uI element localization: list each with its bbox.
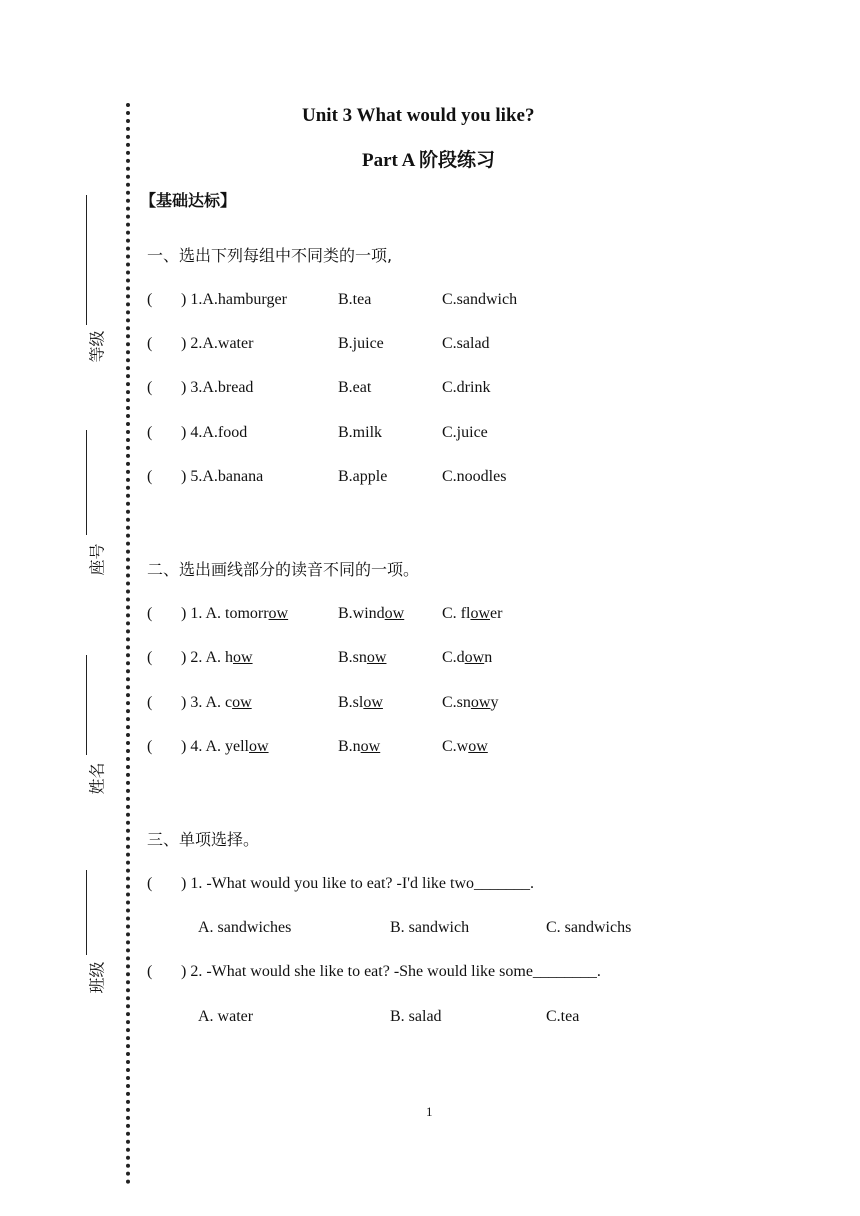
answer-paren[interactable]: ( [147, 379, 153, 396]
option-c: C.tea [546, 1008, 580, 1025]
option-a: ) 5.A.banana [181, 468, 264, 485]
option-a: ) 1. A. tomorrow [181, 605, 289, 622]
underlined-letters: ow [470, 605, 491, 622]
answer-paren[interactable]: ( [147, 875, 153, 892]
answer-paren[interactable]: ( [147, 605, 153, 622]
page-title: Unit 3 What would you like? [302, 105, 535, 126]
underlined-letters: ow [233, 649, 253, 666]
margin-field-class [72, 870, 107, 1020]
option-b: B. salad [390, 1008, 442, 1025]
option-a: ) 2. A. how [181, 649, 253, 666]
margin-underline [86, 195, 87, 325]
q1-heading: 一、选出下列每组中不同类的一项, [147, 246, 393, 265]
underlined-letters: ow [363, 694, 383, 711]
option-c: C.noodles [442, 468, 507, 485]
option-a: ) 4. A. yellow [181, 738, 269, 755]
margin-field-name [72, 655, 107, 805]
option-c: C. flower [442, 605, 503, 622]
margin-label-class: 班级 [87, 961, 107, 994]
option-a: ) 3.A.bread [181, 379, 254, 396]
option-c: C.salad [442, 335, 490, 352]
answer-paren[interactable]: ( [147, 335, 153, 352]
margin-underline [86, 870, 87, 955]
answer-paren[interactable]: ( [147, 649, 153, 666]
margin-field-grade [72, 195, 107, 375]
option-c: C.sandwich [442, 291, 518, 308]
underlined-letters: ow [249, 738, 269, 755]
underlined-letters: ow [464, 649, 485, 666]
margin-label-grade: 等级 [87, 330, 107, 363]
option-b: B.snow [338, 649, 387, 666]
question-text: ) 1. -What would you like to eat? -I'd like two_______. [181, 875, 535, 892]
option-c: C.juice [442, 424, 488, 441]
option-b: B.milk [338, 424, 383, 441]
option-c: C.drink [442, 379, 491, 396]
answer-paren[interactable]: ( [147, 291, 153, 308]
option-b: B.window [338, 605, 405, 622]
option-a: ) 4.A.food [181, 424, 248, 441]
answer-paren[interactable]: ( [147, 468, 153, 485]
underlined-letters: ow [384, 605, 405, 622]
section-label: 【基础达标】 [140, 191, 237, 210]
margin-field-seat [72, 430, 107, 580]
answer-paren[interactable]: ( [147, 694, 153, 711]
option-b: B.eat [338, 379, 372, 396]
underlined-letters: ow [366, 649, 387, 666]
option-a: A. water [198, 1008, 254, 1025]
option-c: C. sandwichs [546, 919, 632, 936]
binding-dotted-line [126, 103, 130, 1185]
margin-underline [86, 655, 87, 755]
option-a: ) 2.A.water [181, 335, 254, 352]
underlined-letters: ow [468, 738, 488, 755]
option-b: B.slow [338, 694, 383, 711]
underlined-letters: ow [232, 694, 252, 711]
page-subtitle: Part A 阶段练习 [362, 150, 495, 171]
margin-underline [86, 430, 87, 535]
margin-label-name: 姓名 [87, 762, 107, 795]
q2-heading: 二、选出画线部分的读音不同的一项。 [147, 560, 420, 579]
underlined-letters: ow [470, 694, 491, 711]
option-a: ) 1.A.hamburger [181, 291, 287, 308]
option-b: B.now [338, 738, 381, 755]
option-c: C.down [442, 649, 493, 666]
answer-paren[interactable]: ( [147, 738, 153, 755]
answer-paren[interactable]: ( [147, 963, 153, 980]
underlined-letters: ow [360, 738, 381, 755]
option-a: A. sandwiches [198, 919, 292, 936]
page-number: 1 [426, 1104, 433, 1119]
option-c: C.snowy [442, 694, 499, 711]
option-b: B.tea [338, 291, 372, 308]
option-a: ) 3. A. cow [181, 694, 252, 711]
q3-heading: 三、单项选择。 [147, 830, 260, 849]
option-c: C.wow [442, 738, 488, 755]
option-b: B. sandwich [390, 919, 470, 936]
underlined-letters: ow [268, 605, 289, 622]
option-b: B.juice [338, 335, 384, 352]
answer-paren[interactable]: ( [147, 424, 153, 441]
option-b: B.apple [338, 468, 388, 485]
question-text: ) 2. -What would she like to eat? -She would like some________. [181, 963, 601, 980]
margin-label-seat: 座号 [87, 543, 107, 576]
